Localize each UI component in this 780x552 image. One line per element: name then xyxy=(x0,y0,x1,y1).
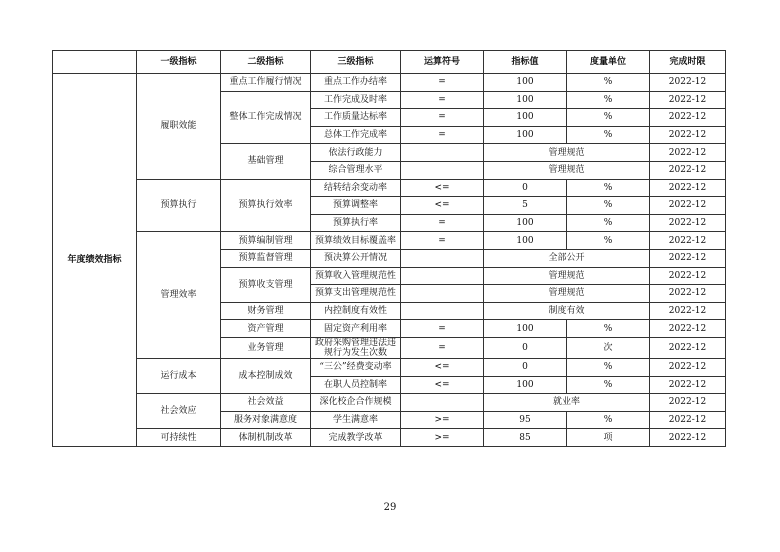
operator-cell xyxy=(401,161,484,179)
operator-cell: = xyxy=(401,109,484,127)
level3-cell: 预算绩效目标覆盖率 xyxy=(311,232,401,250)
deadline-cell: 2022-12 xyxy=(650,302,726,320)
level1-cell: 预算执行 xyxy=(137,179,221,232)
value-cell: 0 xyxy=(484,179,567,197)
table-row xyxy=(53,358,726,376)
value-cell: 85 xyxy=(484,429,567,447)
level3-cell: 工作质量达标率 xyxy=(311,109,401,127)
operator-cell: <= xyxy=(401,197,484,215)
operator-cell xyxy=(401,249,484,267)
operator-cell xyxy=(401,394,484,412)
operator-cell: <= xyxy=(401,376,484,394)
unit-cell: % xyxy=(567,320,650,338)
level2-cell: 服务对象满意度 xyxy=(221,411,311,429)
level2-cell: 基础管理 xyxy=(221,144,311,179)
table-row xyxy=(53,429,726,447)
deadline-cell: 2022-12 xyxy=(650,214,726,232)
deadline-cell: 2022-12 xyxy=(650,249,726,267)
table-row xyxy=(53,394,726,412)
deadline-cell: 2022-12 xyxy=(650,197,726,215)
unit-cell: % xyxy=(567,232,650,250)
level1-cell: 运行成本 xyxy=(137,358,221,393)
value-cell: 100 xyxy=(484,214,567,232)
level3-cell: 完成教学改革 xyxy=(311,429,401,447)
operator-cell: = xyxy=(401,126,484,144)
operator-cell: >= xyxy=(401,429,484,447)
table-row xyxy=(53,74,726,92)
operator-cell xyxy=(401,144,484,162)
unit-cell: % xyxy=(567,214,650,232)
deadline-cell: 2022-12 xyxy=(650,91,726,109)
level3-cell: 预算调整率 xyxy=(311,197,401,215)
table-row xyxy=(53,232,726,250)
deadline-cell: 2022-12 xyxy=(650,74,726,92)
level2-cell: 成本控制成效 xyxy=(221,358,311,393)
unit-cell: % xyxy=(567,411,650,429)
level2-cell: 重点工作履行情况 xyxy=(221,74,311,92)
deadline-cell: 2022-12 xyxy=(650,411,726,429)
value-cell: 0 xyxy=(484,358,567,376)
level3-cell: 结转结余变动率 xyxy=(311,179,401,197)
unit-cell: 次 xyxy=(567,337,650,358)
deadline-cell: 2022-12 xyxy=(650,394,726,412)
deadline-cell: 2022-12 xyxy=(650,285,726,303)
level2-cell: 预算监督管理 xyxy=(221,249,311,267)
level3-cell: 重点工作办结率 xyxy=(311,74,401,92)
deadline-cell: 2022-12 xyxy=(650,144,726,162)
level3-cell: 固定资产利用率 xyxy=(311,320,401,338)
unit-cell: % xyxy=(567,109,650,127)
level2-cell: 整体工作完成情况 xyxy=(221,91,311,144)
unit-cell: % xyxy=(567,376,650,394)
deadline-cell: 2022-12 xyxy=(650,376,726,394)
header-level2: 二级指标 xyxy=(221,51,311,74)
unit-cell: % xyxy=(567,358,650,376)
header-unit: 度量单位 xyxy=(567,51,650,74)
level1-cell: 管理效率 xyxy=(137,232,221,359)
operator-cell: = xyxy=(401,337,484,358)
unit-cell: % xyxy=(567,74,650,92)
level3-cell: 依法行政能力 xyxy=(311,144,401,162)
page-number: 29 xyxy=(383,502,397,513)
value-cell: 100 xyxy=(484,74,567,92)
level3-cell: 总体工作完成率 xyxy=(311,126,401,144)
deadline-cell: 2022-12 xyxy=(650,429,726,447)
value-cell: 就业率 xyxy=(484,394,650,412)
value-cell: 管理规范 xyxy=(484,267,650,285)
level2-cell: 预算执行效率 xyxy=(221,179,311,232)
level2-cell: 预算收支管理 xyxy=(221,267,311,302)
deadline-cell: 2022-12 xyxy=(650,267,726,285)
table-header-row xyxy=(53,51,726,74)
deadline-cell: 2022-12 xyxy=(650,337,726,358)
unit-cell: % xyxy=(567,126,650,144)
value-cell: 0 xyxy=(484,337,567,358)
value-cell: 管理规范 xyxy=(484,144,650,162)
level3-cell: 预算收入管理规范性 xyxy=(311,267,401,285)
header-level1: 一级指标 xyxy=(137,51,221,74)
unit-cell: % xyxy=(567,197,650,215)
level2-cell: 资产管理 xyxy=(221,320,311,338)
unit-cell: % xyxy=(567,91,650,109)
deadline-cell: 2022-12 xyxy=(650,320,726,338)
level1-cell: 社会效应 xyxy=(137,394,221,429)
operator-cell xyxy=(401,267,484,285)
value-cell: 5 xyxy=(484,197,567,215)
level3-cell: 预算执行率 xyxy=(311,214,401,232)
value-cell: 100 xyxy=(484,376,567,394)
value-cell: 管理规范 xyxy=(484,161,650,179)
header-blank xyxy=(53,51,137,74)
level3-cell: 预算支出管理规范性 xyxy=(311,285,401,303)
level3-cell: 深化校企合作规模 xyxy=(311,394,401,412)
level3-cell: 工作完成及时率 xyxy=(311,91,401,109)
operator-cell: = xyxy=(401,232,484,250)
header-level3: 三级指标 xyxy=(311,51,401,74)
level2-cell: 预算编制管理 xyxy=(221,232,311,250)
operator-cell xyxy=(401,285,484,303)
value-cell: 100 xyxy=(484,91,567,109)
deadline-cell: 2022-12 xyxy=(650,161,726,179)
value-cell: 制度有效 xyxy=(484,302,650,320)
deadline-cell: 2022-12 xyxy=(650,358,726,376)
header-deadline: 完成时限 xyxy=(650,51,726,74)
operator-cell: = xyxy=(401,320,484,338)
level2-cell: 体制机制改革 xyxy=(221,429,311,447)
section-label: 年度绩效指标 xyxy=(53,74,137,447)
operator-cell: <= xyxy=(401,179,484,197)
unit-cell: % xyxy=(567,179,650,197)
level3-cell: 内控制度有效性 xyxy=(311,302,401,320)
level3-cell: “三公”经费变动率 xyxy=(311,358,401,376)
deadline-cell: 2022-12 xyxy=(650,126,726,144)
operator-cell xyxy=(401,302,484,320)
deadline-cell: 2022-12 xyxy=(650,232,726,250)
table-row xyxy=(53,179,726,197)
value-cell: 管理规范 xyxy=(484,285,650,303)
operator-cell: >= xyxy=(401,411,484,429)
operator-cell: = xyxy=(401,91,484,109)
level3-cell: 政府采购管理违法违规行为发生次数 xyxy=(311,337,401,358)
level3-cell: 综合管理水平 xyxy=(311,161,401,179)
unit-cell: 项 xyxy=(567,429,650,447)
operator-cell: = xyxy=(401,74,484,92)
level3-cell: 在职人员控制率 xyxy=(311,376,401,394)
deadline-cell: 2022-12 xyxy=(650,179,726,197)
header-value: 指标值 xyxy=(484,51,567,74)
level3-cell: 学生满意率 xyxy=(311,411,401,429)
level1-cell: 履职效能 xyxy=(137,74,221,180)
level2-cell: 财务管理 xyxy=(221,302,311,320)
deadline-cell: 2022-12 xyxy=(650,109,726,127)
level2-cell: 社会效益 xyxy=(221,394,311,412)
level3-cell: 预决算公开情况 xyxy=(311,249,401,267)
value-cell: 100 xyxy=(484,320,567,338)
operator-cell: = xyxy=(401,214,484,232)
operator-cell: <= xyxy=(401,358,484,376)
value-cell: 100 xyxy=(484,232,567,250)
performance-indicator-table xyxy=(52,50,726,447)
value-cell: 95 xyxy=(484,411,567,429)
value-cell: 100 xyxy=(484,109,567,127)
header-operator: 运算符号 xyxy=(401,51,484,74)
level2-cell: 业务管理 xyxy=(221,337,311,358)
value-cell: 全部公开 xyxy=(484,249,650,267)
level1-cell: 可持续性 xyxy=(137,429,221,447)
value-cell: 100 xyxy=(484,126,567,144)
